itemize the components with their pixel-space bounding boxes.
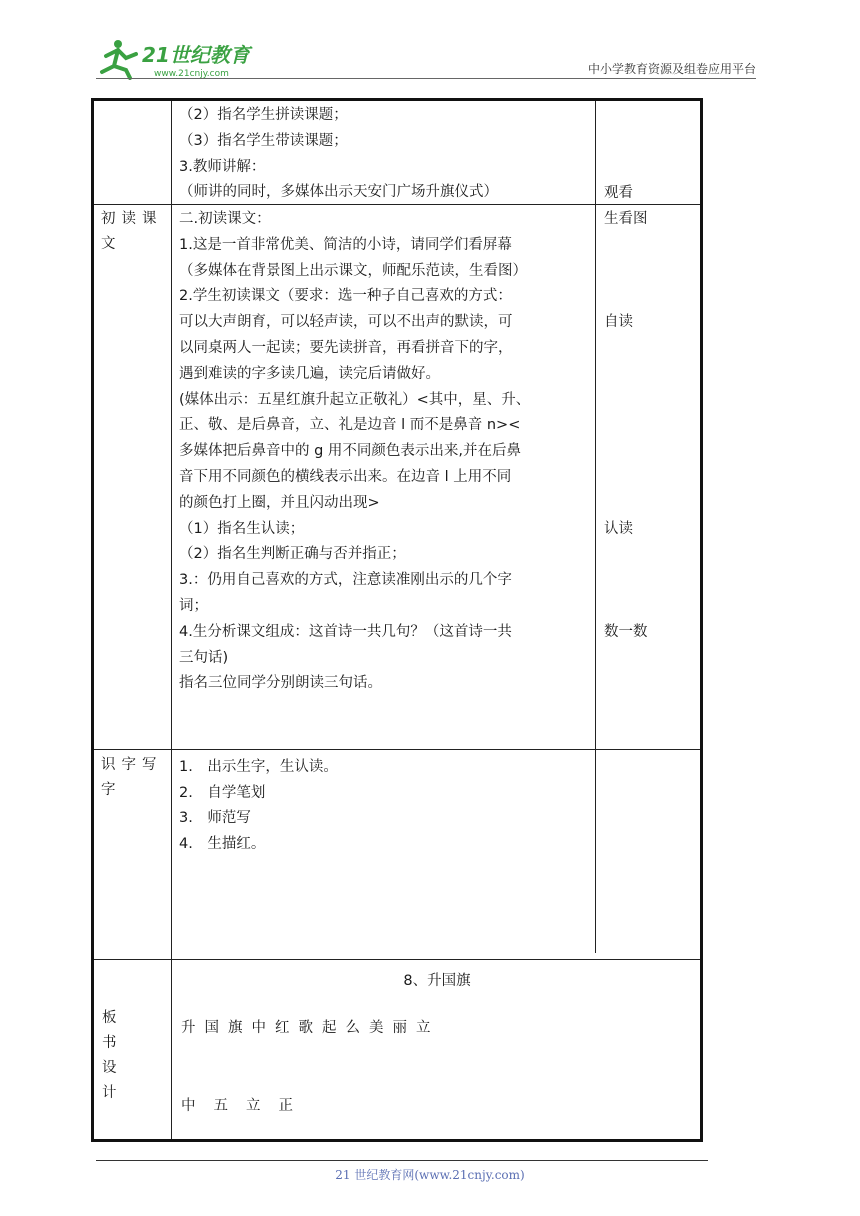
- row2-item: 3. 师范写: [179, 810, 251, 826]
- row1-line: 二.初读课文：: [179, 211, 271, 227]
- row-divider-3: [94, 959, 700, 960]
- logo-url: www.21cnjy.com: [154, 69, 229, 79]
- row1-side-1: 生看图: [604, 211, 648, 227]
- row0-line-1: （2）指名学生拼读课题；: [179, 107, 348, 123]
- board-title: 8、升国旗: [403, 973, 471, 989]
- row2-item: 2. 自学笔划: [179, 784, 266, 801]
- header-divider: [96, 78, 756, 79]
- row1-line: 以同桌两人一起读；要先读拼音，再看拼音下的字，: [179, 339, 513, 356]
- row3-label: 板书设计: [102, 1010, 117, 1101]
- runner-icon: [102, 40, 136, 78]
- site-logo: [96, 36, 266, 80]
- lesson-plan-table: [91, 98, 703, 1142]
- row2-content: [179, 755, 589, 857]
- board-line-1: 升国旗中红歌起么美丽立: [181, 1020, 440, 1036]
- row1-line: （1）指名生认读；: [179, 520, 305, 537]
- board-line-2: 中五立正: [181, 1098, 311, 1114]
- row0-side: 观看: [604, 185, 633, 201]
- row1-line: （多媒体在背景图上出示课文，师配乐范读，生看图）: [179, 262, 527, 279]
- column-divider-1: [171, 101, 172, 1139]
- row1-line: 词；: [179, 597, 208, 614]
- row1-line: 多媒体把后鼻音中的 g 用不同颜色表示出来,并在后鼻: [179, 443, 522, 460]
- row1-line: 4.生分析课文组成：这首诗一共几句？（这首诗一共: [179, 623, 512, 640]
- row1-line: (媒体出示：五星红旗升起立正敬礼）<其中，星、升、: [179, 391, 531, 408]
- row1-line: 的颜色打上圈，并且闪动出现>: [179, 494, 380, 511]
- row0-line-2: （3）指名学生带读课题；: [179, 132, 348, 149]
- column-divider-2: [595, 101, 596, 953]
- row0-line-4: （师讲的同时，多媒体出示天安门广场升旗仪式）: [179, 184, 498, 201]
- row0-content: [179, 103, 589, 206]
- row2-item: 1. 出示生字，生认读。: [179, 759, 338, 775]
- logo-text: 21世纪教育: [142, 43, 250, 67]
- row1-line: 可以大声朗育，可以轻声读，可以不出声的默读，可: [179, 314, 513, 331]
- row-divider-2: [94, 749, 700, 750]
- row1-line: （2）指名生判断正确与否并指正；: [179, 546, 406, 563]
- row1-side-4: 数一数: [604, 624, 648, 640]
- row2-label: 识字写字: [101, 757, 163, 798]
- row0-line-3: 3.教师讲解：: [179, 158, 266, 175]
- row1-content: [179, 207, 591, 697]
- row2-item: 4. 生描红。: [179, 835, 266, 852]
- header-platform-text: 中小学教育资源及组卷应用平台: [587, 62, 756, 76]
- row1-line: 指名三位同学分别朗读三句话。: [179, 675, 382, 692]
- row1-line: 音下用不同颜色的横线表示出来。在边音 l 上用不同: [179, 468, 512, 485]
- row1-line: 2.学生初读课文（要求：选一种子自己喜欢的方式：: [179, 288, 512, 305]
- row1-line: 三句话): [179, 649, 229, 666]
- row1-line: 正、敬、是后鼻音，立、礼是边音 l 而不是鼻音 n><: [179, 417, 521, 434]
- footer-text: 21 世纪教育网(www.21cnjy.com): [335, 1168, 525, 1182]
- row1-side-3: 认读: [604, 521, 633, 537]
- row1-label: 初读课文: [101, 211, 163, 252]
- footer-divider: [96, 1160, 708, 1161]
- row1-line: 3.：仍用自己喜欢的方式，注意读准刚出示的几个字: [179, 572, 512, 589]
- row1-line: 遇到难读的字多读几遍，读完后请做好。: [179, 365, 440, 382]
- row1-side-2: 自读: [604, 314, 633, 330]
- row1-line: 1.这是一首非常优美、简洁的小诗，请同学们看屏幕: [179, 236, 512, 253]
